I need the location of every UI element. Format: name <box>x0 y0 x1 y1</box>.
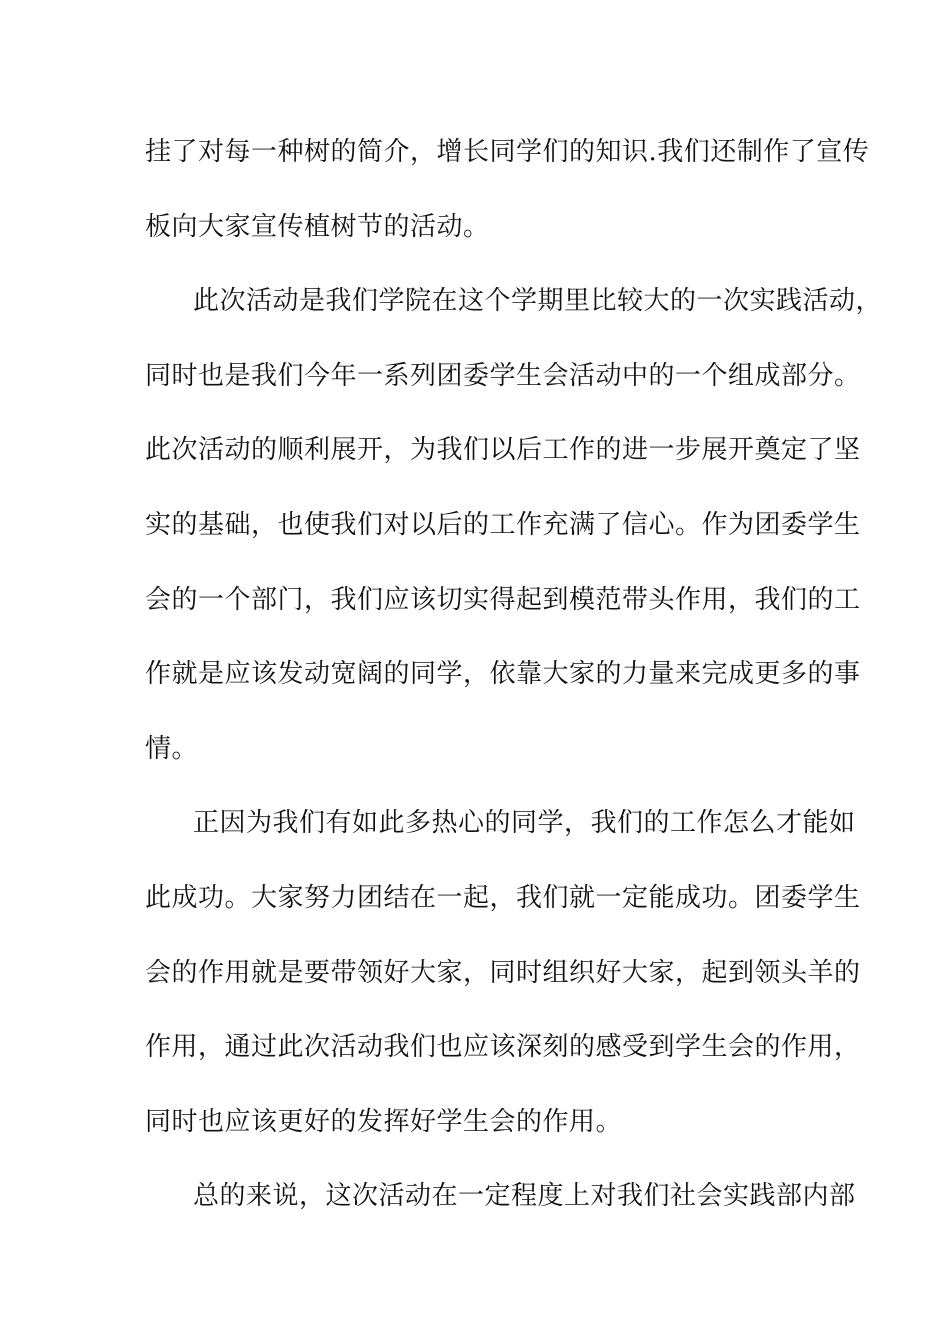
paragraph-start-line: 此次活动是我们学院在这个学期里比较大的一次实践活动， <box>193 286 883 317</box>
text-line: 同时也应该更好的发挥好学生会的作用。 <box>145 1106 623 1137</box>
text-line: 板向大家宣传植树节的活动。 <box>145 211 490 242</box>
paragraph-start-line: 正因为我们有如此多热心的同学，我们的工作怎么才能如 <box>193 808 856 839</box>
text-line: 情。 <box>145 733 199 764</box>
text-line: 同时也是我们今年一系列团委学生会活动中的一个组成部分。 <box>145 360 861 391</box>
text-line: 会的作用就是要带领好大家，同时组织好大家，起到领头羊的 <box>145 957 861 988</box>
paragraph-start-line: 总的来说，这次活动在一定程度上对我们社会实践部内部 <box>193 1181 856 1212</box>
text-line: 会的一个部门，我们应该切实得起到模范带头作用，我们的工 <box>145 584 861 615</box>
text-line: 此成功。大家努力团结在一起，我们就一定能成功。团委学生 <box>145 882 861 913</box>
text-line: 作就是应该发动宽阔的同学，依靠大家的力量来完成更多的事 <box>145 659 861 690</box>
text-line: 挂了对每一种树的简介，增长同学们的知识.我们还制作了宣传 <box>145 137 870 167</box>
text-line: 此次活动的顺利展开，为我们以后工作的进一步展开奠定了坚 <box>145 435 861 466</box>
text-line: 作用，通过此次活动我们也应该深刻的感受到学生会的作用， <box>145 1032 861 1063</box>
text-line: 实的基础，也使我们对以后的工作充满了信心。作为团委学生 <box>145 509 861 540</box>
body-text <box>145 123 883 1242</box>
